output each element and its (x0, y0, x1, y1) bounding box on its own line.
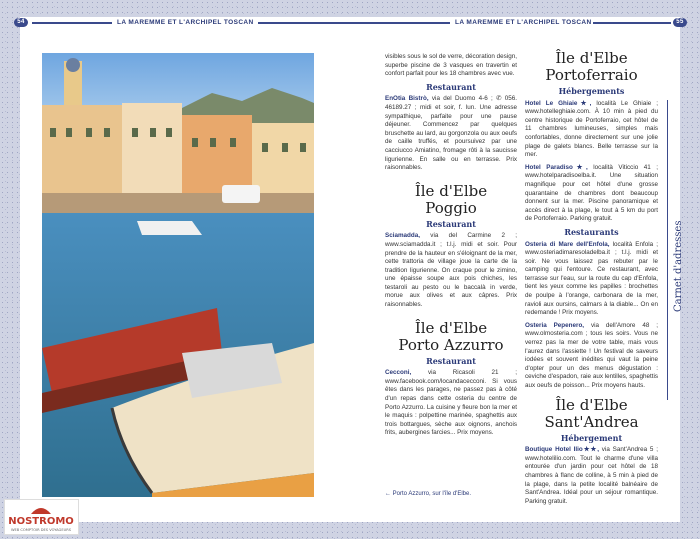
right-text-column (525, 50, 658, 510)
place-title-line1: Île d'Elbe (555, 49, 628, 67)
intro-text: visibles sous le sol de verre, décoration design, superbe piscine de 3 vasques en travertin et confort parfait pour les 18 chambres avec vue. (385, 53, 517, 78)
left-header-title: LA MAREMME ET L'ARCHIPEL TOSCAN (117, 19, 254, 26)
listing-text: località Le Ghiaie ; www.hotelleghiaie.com. À 10 min à pied du centre historique de Portoferraio, cet hôtel de 11 chambres lumineuses, simples mais confortables, donne directement sur une jolie plage de galets blancs. Belle terrasse sur la mer. (525, 99, 658, 159)
listing-text: località Enfola ; www.osteriadimaresoladelba.it ; t.l.j. midi et soir. Ne vous laissez pas rebuter par le camping qui l'entoure. Ce restaurant, avec terrasse sur l'eau, sur la route du cap d'Enfola, tient les yeux comme les papilles : brochettes de poulpe à l'orange, carbonara de la mer, ravioli aux oursins, calmars à la diable... On en redemande ! Prix moyens. (525, 240, 658, 317)
section-heading: Hébergements (558, 86, 625, 96)
listing-name: Osteria di Mare dell'Enfola, (525, 240, 610, 248)
listing-text: via del Duomo 4-6 ; ✆ 056. 46189.27 ; midi et soir, f. lun. Une adresse sympathique, parfaite pour une pause déjeuner. Commencez par quelques bruschette au lard, au gorgonzola ou aux oeufs de caille truffés, et poursuivez par une cacciucco Amiatino, fromage rôti à la saucisse ligurienne. En salle ou en terrasse. Prix raisonnables. (385, 95, 517, 172)
left-page-number: 54 (14, 18, 28, 27)
place-title (525, 397, 658, 431)
listing-text: località Viticcio 41 ; www.hotelparadisoelba.it. Une situation magnifique pour cet hôtel d'une grosse quarantaine de chambres dont beaucoup donnent sur la mer. Piscine panoramique et accès direct à la plage, le tout à 5 km du port de Portoferraio. Parking gratuit. (525, 163, 658, 223)
listing-text: via Sant'Andrea 5 ; www.hotelilio.com. Tout le charme d'une villa entourée d'un jardin pour cet hôtel de 18 chambres à flanc de colline, à 5 min à pied de la plage, dans la petite localité balnéaire de Sant'Andrea. Idéal pour un séjour romantique. Parking gratuit. (525, 446, 658, 505)
sidebar-label: Carnet d'adresses (673, 220, 684, 312)
place-title (525, 50, 658, 84)
place-title-line2: Porto Azzurro (398, 335, 504, 354)
place-title-line1: Île d'Elbe (555, 395, 628, 414)
listing-entry (525, 164, 658, 224)
logo-graphic (5, 500, 78, 534)
listing-name: EnOtia Bistrò, (385, 95, 429, 103)
place-title-line1: Île d'Elbe (414, 318, 488, 337)
section-heading: Restaurants (564, 226, 619, 237)
section-heading: Restaurant (426, 218, 476, 229)
section-heading: Restaurant (426, 355, 476, 366)
left-running-header (17, 17, 350, 29)
listing-entry (525, 241, 658, 318)
listing-name: Sciamadda, (385, 232, 420, 240)
place-title-line2: Portoferraio (545, 66, 638, 84)
nostromo-logo (4, 499, 79, 535)
listing-entry (385, 369, 517, 438)
left-text-column (385, 53, 517, 442)
listing-entry (525, 446, 658, 506)
listing-name: Hotel Paradiso★, (525, 163, 588, 171)
harbor-illustration (42, 53, 314, 497)
listing-text: via del Carmine 2 ; www.sciamadda.it ; t.l.j. midi et soir. Pour prendre de la hauteur en s'éloignant de la mer, cette trattoria de village joue la carte de la tradition ligurienne. On craque pour le zimino, une épaisse soupe aux pois chiches, les testaroli au pesto ou le baccalà in verde, morue aux olives et aux câpres. Prix raisonnables. (385, 232, 517, 309)
listing-entry (385, 95, 517, 172)
place-title (385, 183, 517, 217)
right-page-number: 55 (673, 18, 687, 27)
section-heading: Restaurant (426, 81, 476, 92)
place-title-line1: Île d'Elbe (414, 181, 488, 200)
listing-entry (385, 232, 517, 309)
listing-text: via Ricasoli 21 ; www.facebook.com/locandacecconi. Si vous êtes dans les parages, ne passez pas à côté d'un repas dans cette osteria du centre de Porto Azzurro. La cuisine y fleure bon la mer et le maquis : polpettine marinée, spaghettis aux trois bottargues, sèche aux oignons, anchois frits, aubergines farcies... Prix moyens. (385, 369, 517, 437)
listing-text: via dell'Amore 48 ; www.olmosteria.com ; tous les soirs. Vous ne verrez pas la mer de votre table, mais vous l'aurez dans l'assiette ! Un festival de saveurs iodées et souvent inédites qui vaut la peine d'opter pour un des menus dégustation : ceviche d'espadon, raie aux lentilles, spaghettis aux oeufs de poisson... Prix moyens hauts. (525, 321, 658, 389)
section-heading: Hébergement (560, 432, 623, 443)
listing-name: Osteria Pepenero, (525, 321, 585, 329)
place-title (385, 320, 517, 354)
listing-name: Boutique Hotel Ilio★★, (525, 446, 599, 454)
listing-name: Hotel Le Ghiaie★, (525, 99, 592, 107)
photo-caption: ← Porto Azzurro, sur l'île d'Elbe. (385, 491, 471, 497)
harbor-photo (42, 53, 314, 497)
listing-name: Cecconi, (385, 369, 412, 377)
place-title-line2: Sant'Andrea (544, 412, 639, 431)
svg-text:NOSTROMO: NOSTROMO (8, 516, 74, 527)
svg-text:WEB COMPTOIR DES VOYAGEURS: WEB COMPTOIR DES VOYAGEURS (10, 528, 72, 532)
right-header-title: LA MAREMME ET L'ARCHIPEL TOSCAN (455, 19, 592, 26)
listing-entry (525, 100, 658, 160)
place-title-line2: Poggio (425, 198, 477, 217)
listing-entry (525, 322, 658, 391)
sidebar-rule (667, 100, 668, 400)
right-running-header (350, 17, 684, 29)
